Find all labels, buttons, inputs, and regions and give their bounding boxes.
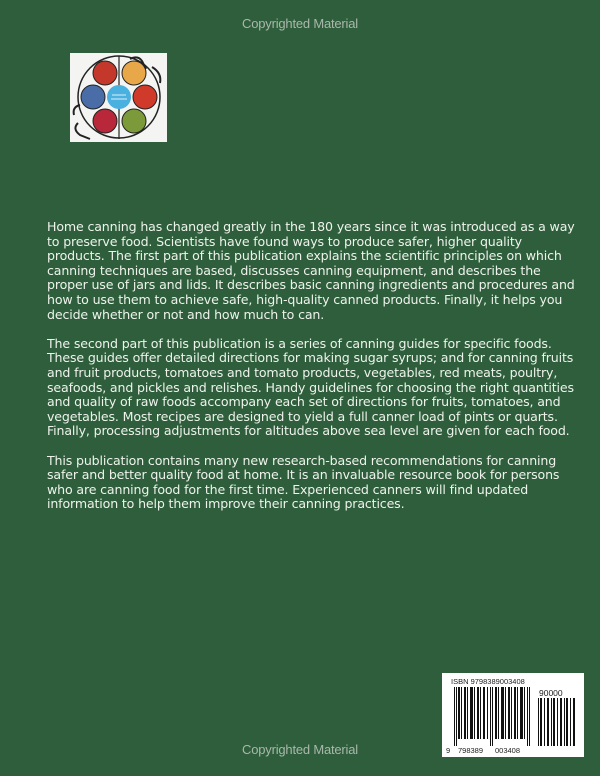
price-code: 90000 (539, 688, 563, 698)
isbn-label: ISBN 9798389003408 (451, 677, 525, 686)
description-text (47, 220, 577, 526)
addon-bars-icon (538, 698, 578, 746)
watermark-top: Copyrighted Material (242, 16, 358, 31)
paragraph-summary: This publication contains many new research-based recommendations for canning safer and better quality food at home. It is an invaluable resource book for persons who are canning food for the first time. Experienced canners will find updated information to help them improve their canning practices. (47, 452, 560, 512)
barcode-digits-right: 003408 (495, 746, 521, 755)
barcode-digit-lead: 9 (446, 746, 451, 755)
barcode-digits-left: 798389 (458, 746, 484, 755)
watermark-bottom: Copyrighted Material (242, 742, 358, 757)
barcode-bars-icon (454, 687, 532, 746)
paragraph-intro: Home canning has changed greatly in the 180 years since it was introduced as a way to preserve food. Scientists have found ways to produce safer, higher quality products. The first part of this publication explains the scientific principles on which canning techniques are based, discusses canning equipment, and describes the proper use of jars and lids. It describes basic canning ingredients and procedures and how to use them to achieve safe, high-quality canned products. Finally, it helps you decide whether or not and how much to can. (47, 219, 575, 322)
paragraph-guides: The second part of this publication is a series of canning guides for specific foods. These guides offer detailed directions for making sugar syrups; and for canning fruits and fruit products, tomatoes and tomato products, vegetables, red meats, poultry, seafoods, and pickles and relishes. Handy guidelines for choosing the right quantities and quality of raw foods accompany each set of directions for fruits, tomatoes, and vegetables. Most recipes are designed to yield a full canner load of pints or quarts. Finally, processing adjustments for altitudes above sea level are given for each food. (47, 335, 574, 439)
canning-rack-logo-icon (70, 53, 167, 142)
